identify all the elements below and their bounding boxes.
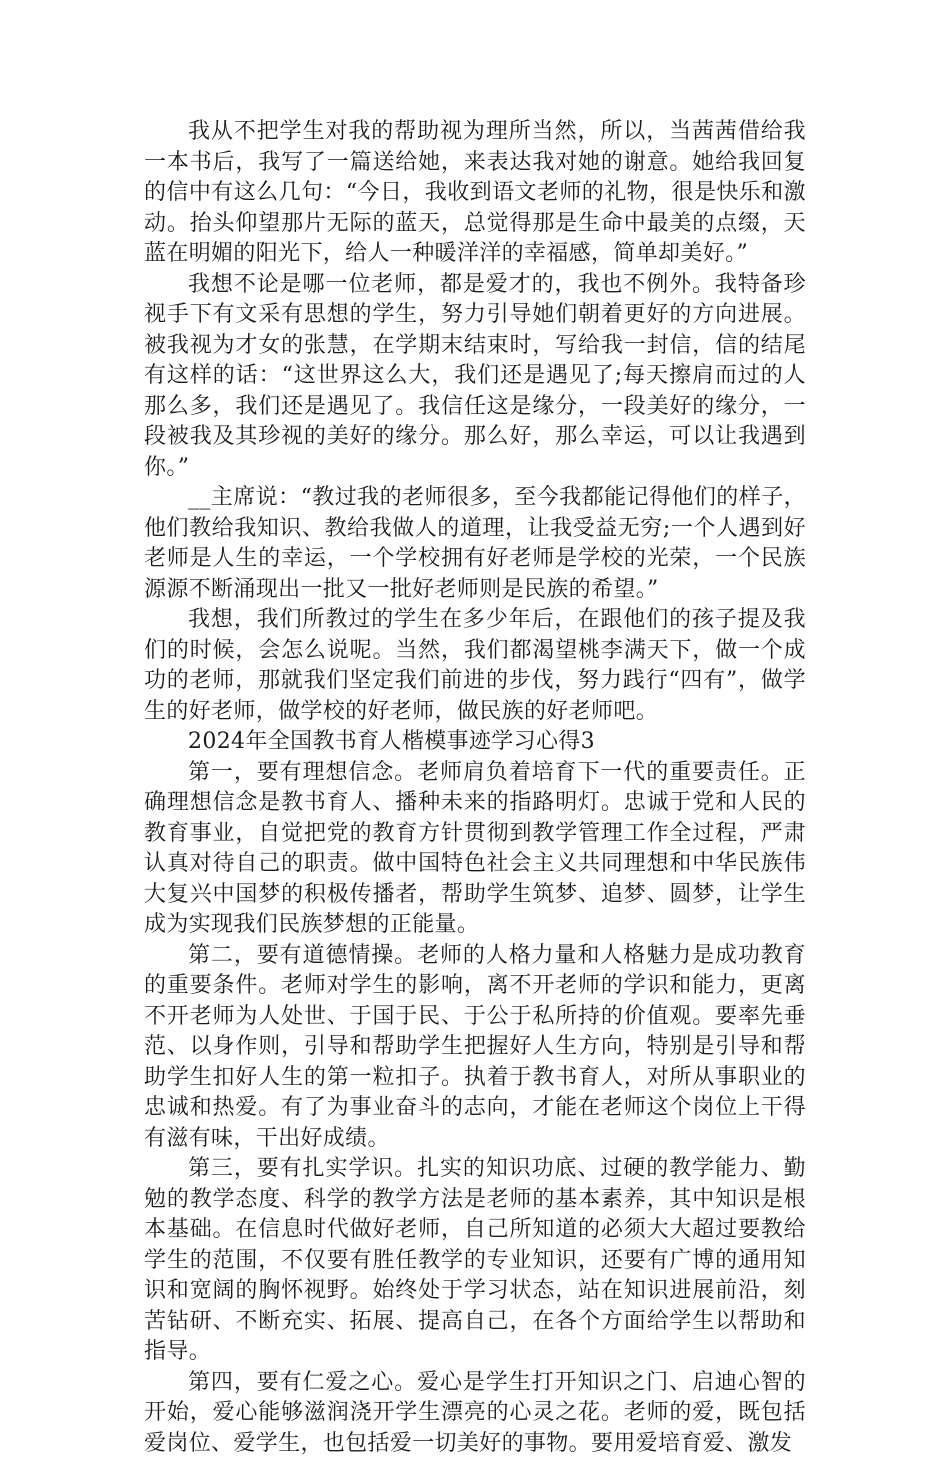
document-page [144,117,806,1459]
paragraph-talented-student: 我想不论是哪一位老师，都是爱才的，我也不例外。我特备珍视手下有文采有思想的学生，努力引导她们朝着更好的方向进展。被我视为才女的张慧，在学期末结束时，写给我一封信，信的结尾有这样的话：“这世界这么大，我们还是遇见了;每天擦肩而过的人那么多，我们还是遇见了。我信任这是缘分，一段美好的缘分，一段被我及其珍视的美好的缘分。那么好，那么幸运，可以让我遇到你。” [144,270,806,484]
paragraph-kindness: 第四，要有仁爱之心。爱心是学生打开知识之门、启迪心智的开始，爱心能够滋润浇开学生漂亮的心灵之花。老师的爱，既包括爱岗位、爱学生，也包括爱一切美好的事物。要用爱培育爱、激发 [144,1368,806,1459]
paragraph-quote: __主席说：“教过我的老师很多，至今我都能记得他们的样子，他们教给我知识、教给我做人的道理，让我受益无穷;一个人遇到好老师是人生的幸运，一个学校拥有好老师是学校的光荣，一个民族源源不断涌现出一批又一批好老师则是民族的希望。” [144,483,806,605]
paragraph-reflection: 我想，我们所教过的学生在多少年后，在跟他们的孩子提及我们的时候，会怎么说呢。当然，我们都渴望桃李满天下，做一个成功的老师，那就我们坚定我们前进的步伐，努力践行“四有”，做学生的好老师，做学校的好老师，做民族的好老师吧。 [144,605,806,727]
paragraph-knowledge: 第三，要有扎实学识。扎实的知识功底、过硬的教学能力、勤勉的教学态度、科学的教学方法是老师的基本素养，其中知识是根本基础。在信息时代做好老师，自己所知道的必须大大超过要教给学生的范围，不仅要有胜任教学的专业知识，还要有广博的通用知识和宽阔的胸怀视野。始终处于学习状态，站在知识进展前沿，刻苦钻研、不断充实、拓展、提高自己，在各个方面给学生以帮助和指导。 [144,1154,806,1368]
paragraph-ideals: 第一，要有理想信念。老师肩负着培育下一代的重要责任。正确理想信念是教书育人、播种未来的指路明灯。忠诚于党和人民的教育事业，自觉把党的教育方针贯彻到教学管理工作全过程，严肃认真对待自己的职责。做中国特色社会主义共同理想和中华民族伟大复兴中国梦的积极传播者，帮助学生筑梦、追梦、圆梦，让学生成为实现我们民族梦想的正能量。 [144,758,806,941]
paragraph-morals: 第二，要有道德情操。老师的人格力量和人格魅力是成功教育的重要条件。老师对学生的影响，离不开老师的学识和能力，更离不开老师为人处世、于国于民、于公于私所持的价值观。要率先垂范、以身作则，引导和帮助学生把握好人生方向，特别是引导和帮助学生扣好人生的第一粒扣子。执着于教书育人，对所从事职业的忠诚和热爱。有了为事业奋斗的志向，才能在老师这个岗位上干得有滋有味，干出好成绩。 [144,941,806,1155]
paragraph-thanks-letter: 我从不把学生对我的帮助视为理所当然，所以，当茜茜借给我一本书后，我写了一篇送给她，来表达我对她的谢意。她给我回复的信中有这么几句：“今日，我收到语文老师的礼物，很是快乐和激动。抬头仰望那片无际的蓝天，总觉得那是生命中最美的点缀，天蓝在明媚的阳光下，给人一种暖洋洋的幸福感，简单却美好。” [144,117,806,270]
section-heading: 2024年全国教书育人楷模事迹学习心得3 [144,727,806,758]
